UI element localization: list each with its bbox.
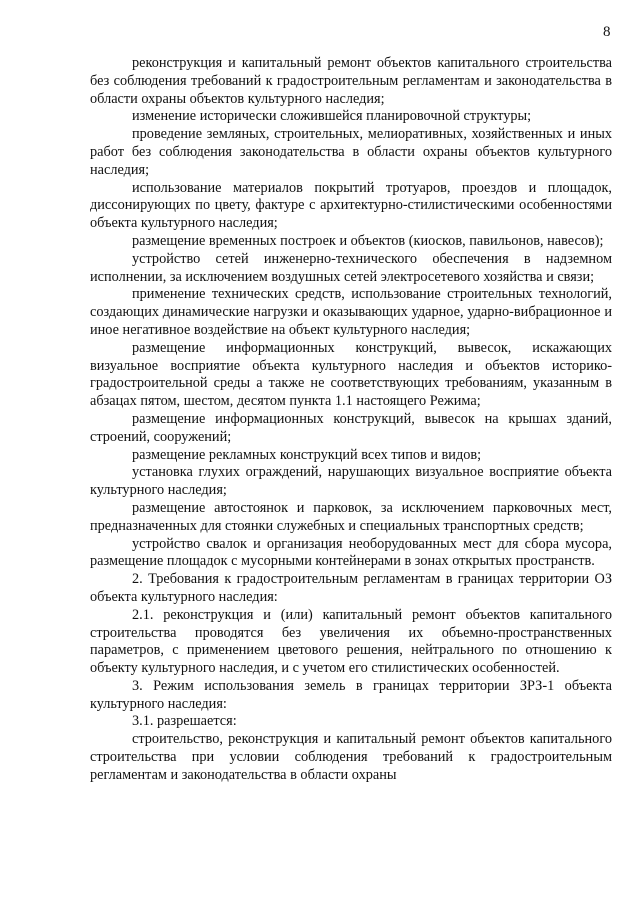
paragraph: использование материалов покрытий тротуаров, проездов и площадок, диссонирующих по цвету, фактуре с архитектурно-стилистическими особенностями объекта культурного наследия; [90,179,612,232]
paragraph: 2.1. реконструкция и (или) капитальный ремонт объектов капитального строительства проводятся без увеличения их объемно-пространственных параметров, с применением цветового решения, нейтрального по отношению к объекту культурного наследия, и с учетом его стилистических особенностей. [90,606,612,677]
paragraph: проведение земляных, строительных, мелиоративных, хозяйственных и иных работ без соблюдения законодательства в области охраны объектов культурного наследия; [90,126,612,178]
paragraph: строительство, реконструкция и капитальный ремонт объектов капитального строительства при условии соблюдения требований к градостроительным регламентам и законодательства в области охраны [90,731,612,783]
paragraph: размещение информационных конструкций, вывесок, искажающих визуальное восприятие объекта культурного наследия и объектов историко-градостроительной среды а также не соответствующих требованиям, указанным в абзацах пятом, шестом, десятом пункта 1.1 настоящего Режима; [90,339,612,410]
paragraph: устройство сетей инженерно-технического обеспечения в надземном исполнении, за исключением воздушных сетей электросетевого хозяйства и связи; [90,250,612,285]
paragraph: размещение рекламных конструкций всех типов и видов; [132,446,482,463]
paragraph: размещение временных построек и объектов (киосков, павильонов, навесов); [132,232,604,249]
page-number: 8 [603,24,611,40]
section-heading: 3. Режим использования земель в границах территории ЗРЗ-1 объекта культурного наследия: [90,677,612,712]
document-body [90,55,612,785]
paragraph: изменение исторически сложившейся планировочной структуры; [132,108,532,125]
paragraph: размещение автостоянок и парковок, за исключением парковочных мест, предназначенных для стоянки служебных и специальных транспортных средств; [90,499,612,534]
subsection-heading: 3.1. разрешается: [132,713,237,730]
paragraph: реконструкция и капитальный ремонт объектов капитального строительства без соблюдения требований к градостроительным регламентам и законодательства в области охраны объектов культурного наследия; [90,55,612,107]
paragraph: устройство свалок и организация необорудованных мест для сбора мусора, размещение площадок с мусорными контейнерами в зонах открытых пространств. [90,535,612,570]
paragraph: применение технических средств, использование строительных технологий, создающих динамические нагрузки и оказывающих ударное, ударно-вибрационное и иное негативное воздействие на объект культурного наследия; [90,286,612,338]
section-heading: 2. Требования к градостроительным регламентам в границах территории ОЗ объекта культурного наследия: [90,571,612,605]
paragraph: размещение информационных конструкций, вывесок на крышах зданий, строений, сооружений; [90,410,612,445]
paragraph: установка глухих ограждений, нарушающих визуальное восприятие объекта культурного наследия; [90,464,612,499]
